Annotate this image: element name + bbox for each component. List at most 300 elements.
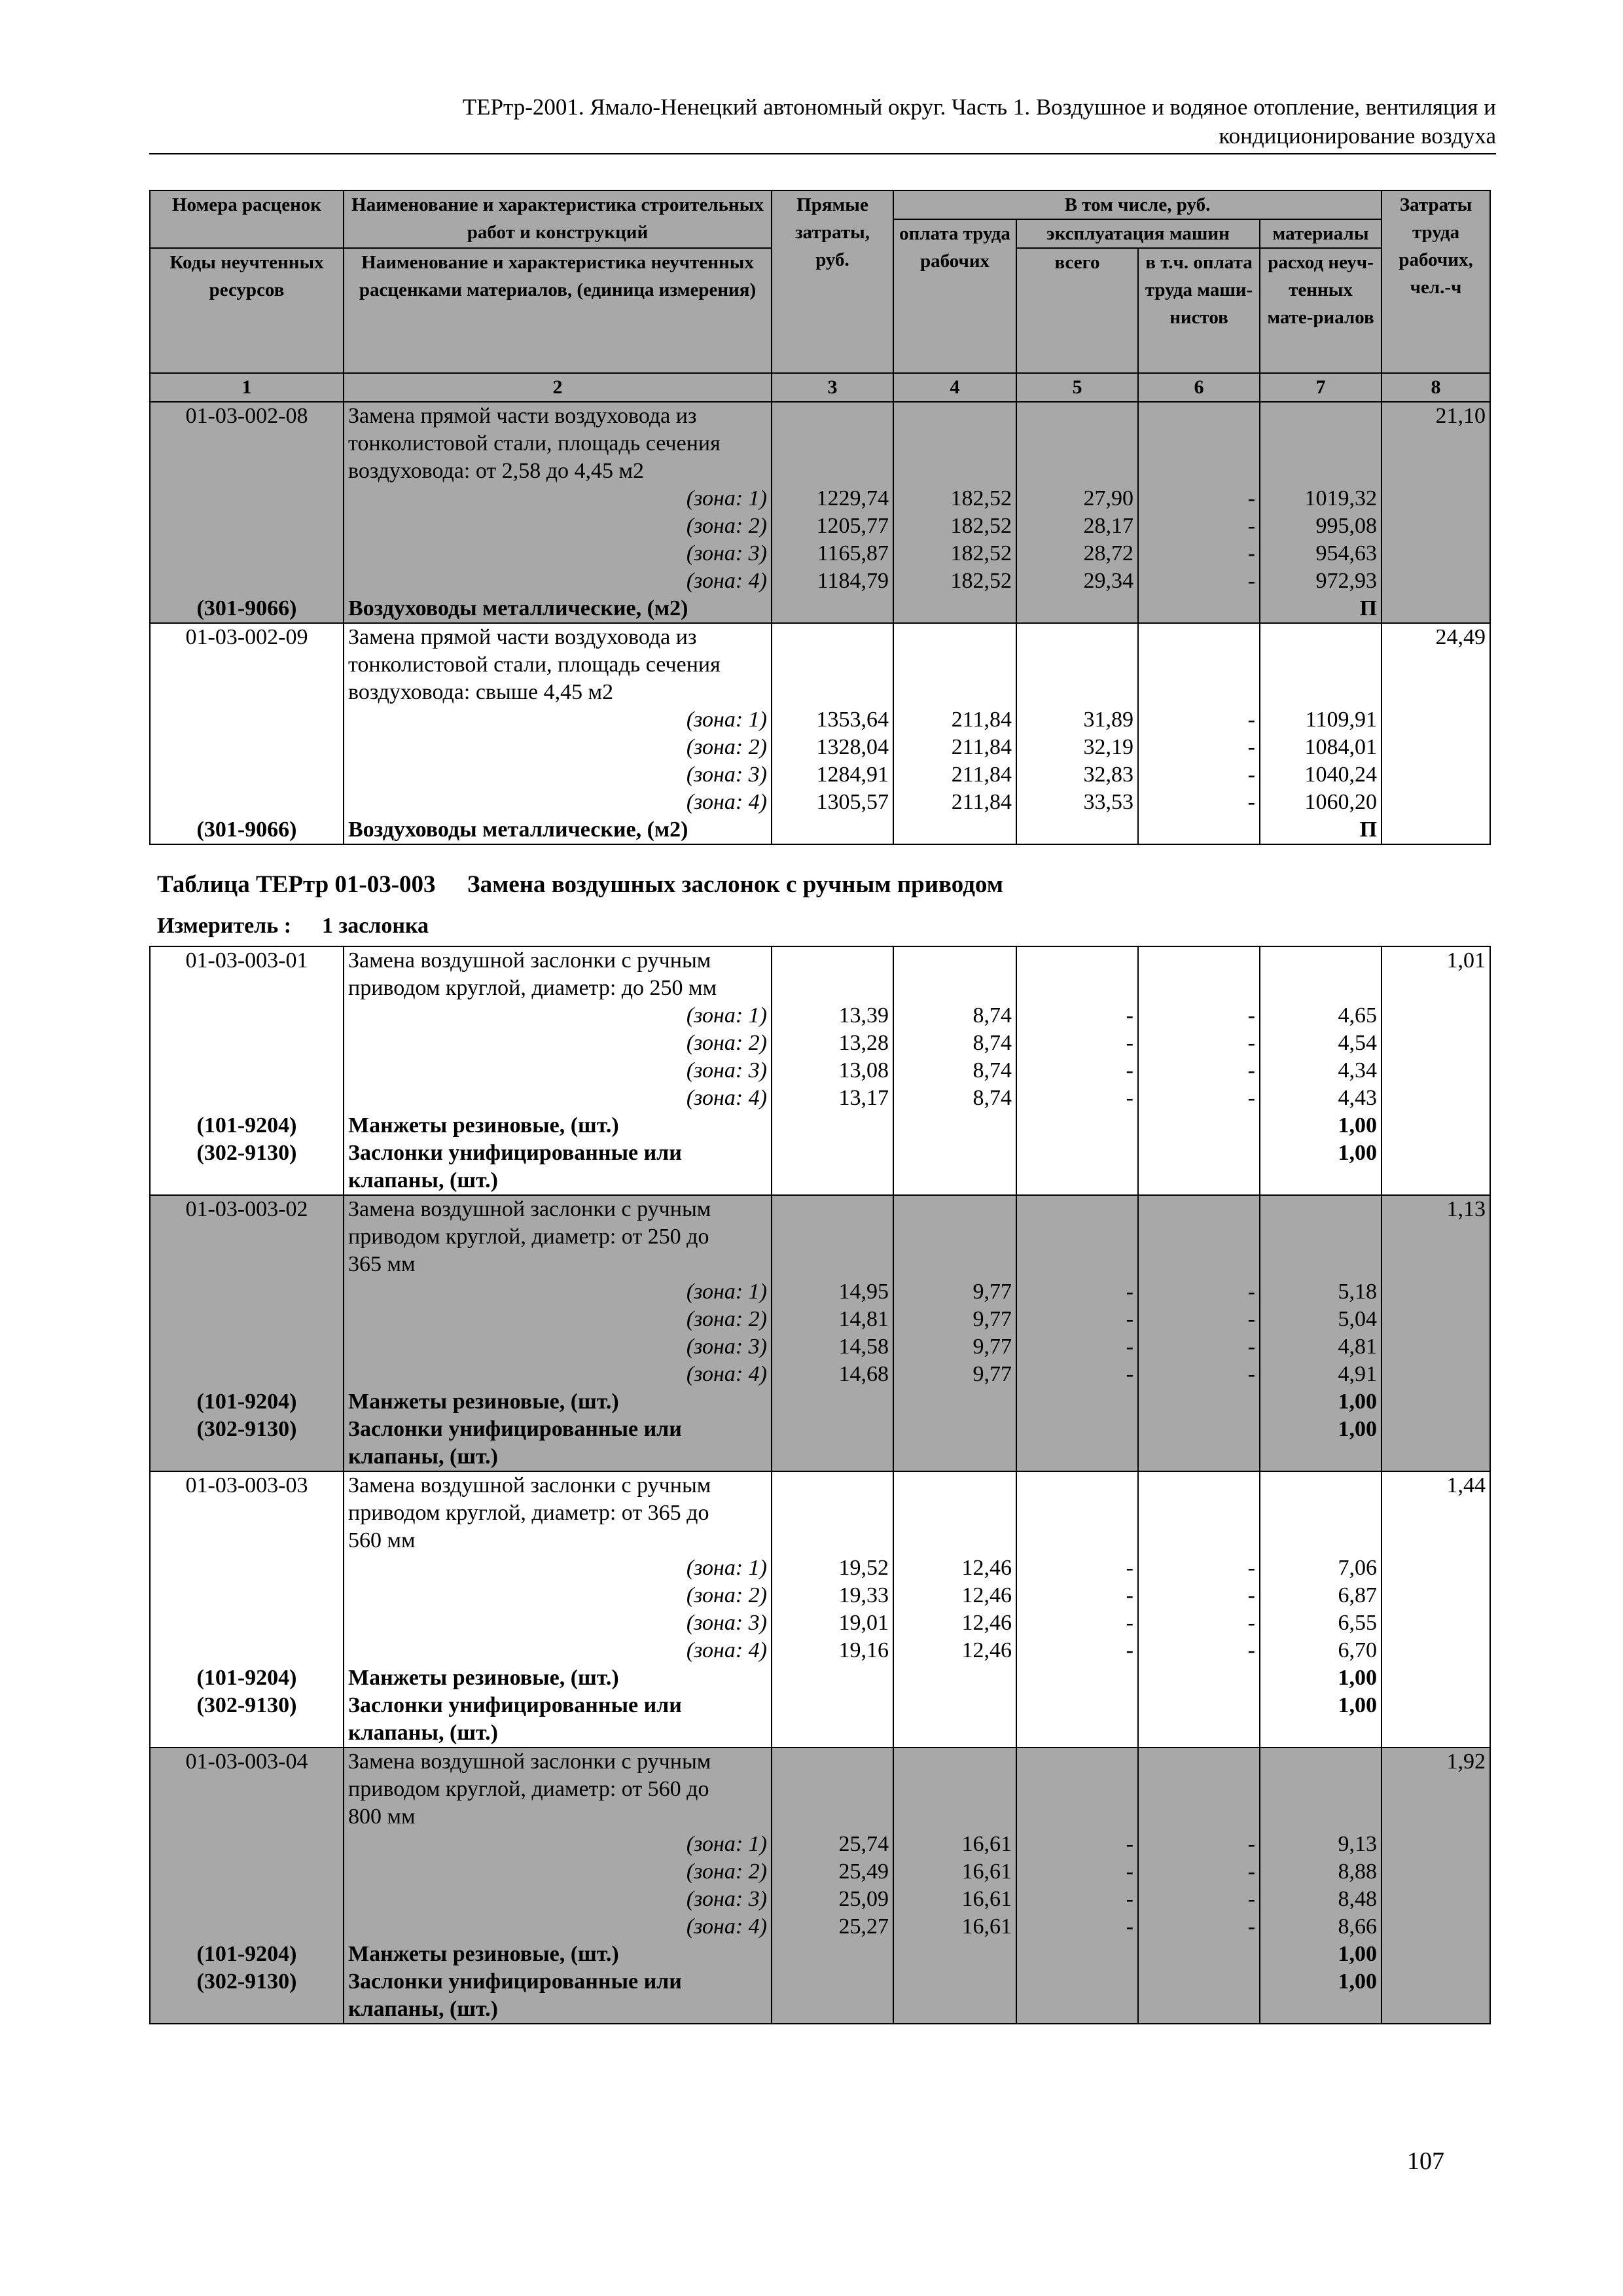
zone-value: 211,84 bbox=[951, 762, 1012, 787]
zone-value: 6,87 bbox=[1338, 1583, 1377, 1607]
zone-value: 1165,87 bbox=[817, 541, 889, 565]
zone-value: - bbox=[1247, 1003, 1255, 1028]
value-cell-col6 bbox=[1138, 946, 1260, 1195]
spacer bbox=[1021, 1223, 1133, 1251]
rate-name-line: приводом круглой, диаметр: от 250 до bbox=[348, 1225, 709, 1249]
spacer bbox=[776, 1196, 889, 1223]
resource-code: (301-9066) bbox=[196, 817, 297, 842]
zone-label: (зона: 2) bbox=[686, 1859, 767, 1884]
header-resource-names: Наименование и характеристика неучтенных расценками материалов, (единица измерения) bbox=[344, 248, 772, 373]
column-number-row bbox=[150, 373, 1490, 402]
zone-value: 8,74 bbox=[972, 1058, 1012, 1083]
spacer bbox=[776, 430, 889, 457]
spacer bbox=[898, 1472, 1012, 1499]
rate-code-cell bbox=[150, 402, 344, 623]
zone-value: - bbox=[1126, 1362, 1133, 1386]
value-cell-col3 bbox=[772, 402, 893, 623]
rate-name-line: тонколистовой стали, площадь сечения bbox=[348, 431, 721, 456]
spacer bbox=[1143, 1803, 1255, 1831]
spacer bbox=[1264, 1527, 1377, 1554]
resource-name: Манжеты резиновые, (шт.) bbox=[348, 1666, 619, 1690]
zone-value: 4,54 bbox=[1338, 1031, 1377, 1055]
rate-name-cell bbox=[344, 1748, 772, 2024]
zone-label: (зона: 3) bbox=[686, 762, 767, 787]
rate-code: 01-03-003-04 bbox=[185, 1749, 308, 1774]
zone-value: - bbox=[1126, 1280, 1133, 1304]
header-unaccounted-materials: расход неуч-тенных мате-риалов bbox=[1260, 248, 1382, 373]
column-number: 4 bbox=[893, 373, 1016, 402]
rate-row bbox=[150, 623, 1490, 844]
column-number: 1 bbox=[150, 373, 344, 402]
resource-code: (302-9130) bbox=[196, 1417, 297, 1441]
spacer bbox=[898, 947, 1012, 975]
zone-value: - bbox=[1247, 1859, 1255, 1884]
rate-code-cell bbox=[150, 946, 344, 1195]
zone-value: 8,66 bbox=[1338, 1914, 1377, 1939]
zone-value: 1040,24 bbox=[1304, 762, 1378, 787]
spacer bbox=[154, 457, 339, 485]
resource-name: клапаны, (шт.) bbox=[348, 1721, 498, 1745]
value-cell-col5 bbox=[1016, 402, 1138, 623]
column-number: 6 bbox=[1138, 373, 1260, 402]
spacer bbox=[154, 1251, 339, 1278]
header-labor-hours: Затраты труда рабочих, чел.-ч bbox=[1382, 190, 1490, 373]
spacer bbox=[154, 1361, 339, 1388]
zone-value: - bbox=[1126, 1914, 1133, 1939]
spacer bbox=[776, 1472, 889, 1499]
value-cell-col3 bbox=[772, 623, 893, 844]
zone-value: 25,49 bbox=[838, 1859, 889, 1884]
spacer bbox=[154, 1002, 339, 1030]
header-machines-total: всего bbox=[1016, 248, 1138, 373]
spacer bbox=[1021, 975, 1133, 1002]
resource-code: (301-9066) bbox=[196, 596, 297, 620]
rate-code: 01-03-003-02 bbox=[185, 1197, 308, 1221]
zone-value: 14,68 bbox=[838, 1362, 889, 1386]
spacer bbox=[1021, 1803, 1133, 1831]
spacer bbox=[898, 1803, 1012, 1831]
labor-hours: 21,10 bbox=[1435, 404, 1486, 428]
rate-code-cell bbox=[150, 623, 344, 844]
spacer bbox=[1143, 651, 1255, 679]
header-including: В том числе, руб. bbox=[893, 190, 1382, 219]
zone-label: (зона: 3) bbox=[686, 541, 767, 565]
spacer bbox=[1143, 1472, 1255, 1499]
zone-label: (зона: 1) bbox=[686, 1003, 767, 1028]
zone-label: (зона: 1) bbox=[686, 1280, 767, 1304]
column-number: 2 bbox=[344, 373, 772, 402]
resource-qty: 1,00 bbox=[1338, 1942, 1377, 1966]
rate-code-cell bbox=[150, 1471, 344, 1748]
labor-hours-cell bbox=[1382, 623, 1490, 844]
value-cell-col6 bbox=[1138, 402, 1260, 623]
resource-qty: 1,00 bbox=[1338, 1693, 1377, 1717]
zone-value: 13,28 bbox=[838, 1031, 889, 1055]
value-cell-col4 bbox=[893, 1471, 1016, 1748]
zone-value: 182,52 bbox=[950, 514, 1012, 538]
spacer bbox=[1264, 1499, 1377, 1527]
spacer bbox=[1021, 624, 1133, 651]
column-number: 7 bbox=[1260, 373, 1382, 402]
rate-row bbox=[150, 402, 1490, 623]
zone-value: 211,84 bbox=[951, 790, 1012, 814]
spacer bbox=[1264, 1719, 1377, 1747]
zone-label: (зона: 2) bbox=[686, 514, 767, 538]
meter-line bbox=[157, 914, 429, 939]
zone-value: 9,13 bbox=[1338, 1832, 1377, 1856]
zone-value: - bbox=[1126, 1583, 1133, 1607]
spacer bbox=[154, 706, 339, 734]
zone-value: 182,52 bbox=[950, 541, 1012, 565]
spacer bbox=[776, 975, 889, 1002]
spacer bbox=[898, 651, 1012, 679]
spacer bbox=[1143, 1527, 1255, 1554]
zone-value: - bbox=[1247, 514, 1255, 538]
value-cell-col7 bbox=[1260, 1748, 1382, 2024]
spacer bbox=[776, 651, 889, 679]
header-machinist-pay: в т.ч. оплата труда маши-нистов bbox=[1138, 248, 1260, 373]
zone-value: - bbox=[1247, 1638, 1255, 1662]
spacer bbox=[1264, 430, 1377, 457]
spacer bbox=[776, 403, 889, 430]
zone-value: 25,74 bbox=[838, 1832, 889, 1856]
zone-value: 16,61 bbox=[961, 1832, 1012, 1856]
zone-value: - bbox=[1126, 1611, 1133, 1635]
zone-value: - bbox=[1126, 1638, 1133, 1662]
spacer bbox=[776, 1803, 889, 1831]
spacer bbox=[154, 1057, 339, 1085]
rates-table-dampers bbox=[149, 946, 1491, 2024]
header-work-name: Наименование и характеристика строительных работ и конструкций bbox=[344, 190, 772, 248]
spacer bbox=[898, 430, 1012, 457]
zone-value: 1328,04 bbox=[816, 735, 889, 759]
spacer bbox=[1021, 403, 1133, 430]
resource-code: (101-9204) bbox=[196, 1390, 297, 1414]
spacer bbox=[154, 1333, 339, 1361]
resource-code: (101-9204) bbox=[196, 1942, 297, 1966]
header-direct-costs: Прямые затраты, руб. bbox=[772, 190, 893, 373]
zone-value: 16,61 bbox=[961, 1887, 1012, 1911]
rate-name-cell bbox=[344, 1195, 772, 1471]
spacer bbox=[1143, 457, 1255, 485]
rate-name-line: воздуховода: от 2,58 до 4,45 м2 bbox=[348, 459, 645, 483]
zone-value: 14,95 bbox=[838, 1280, 889, 1304]
zone-value: 25,09 bbox=[838, 1887, 889, 1911]
spacer bbox=[154, 651, 339, 679]
zone-label: (зона: 4) bbox=[686, 790, 767, 814]
table-title-code: Таблица ТЕРтр 01-03-003 bbox=[157, 871, 436, 898]
resource-name: Воздуховоды металлические, (м2) bbox=[348, 596, 688, 620]
value-cell-col4 bbox=[893, 1195, 1016, 1471]
spacer bbox=[898, 1776, 1012, 1803]
value-cell-col7 bbox=[1260, 1471, 1382, 1748]
zone-value: - bbox=[1247, 1280, 1255, 1304]
header-labor-pay: оплата труда рабочих bbox=[893, 219, 1016, 373]
rate-name-line: 560 мм bbox=[348, 1528, 416, 1552]
header-line-1: ТЕРтр-2001. Ямало-Ненецкий автономный округ. Часть 1. Воздушное и водяное отопление, вентиляция и bbox=[462, 94, 1496, 120]
meter-value: 1 заслонка bbox=[322, 914, 429, 938]
zone-value: - bbox=[1126, 1307, 1133, 1331]
resource-name: Заслонки унифицированные или bbox=[348, 1693, 682, 1717]
zone-value: 28,17 bbox=[1083, 514, 1133, 538]
labor-hours-cell bbox=[1382, 1471, 1490, 1748]
spacer bbox=[898, 1251, 1012, 1278]
spacer bbox=[1264, 651, 1377, 679]
zone-value: 8,74 bbox=[972, 1003, 1012, 1028]
spacer bbox=[154, 485, 339, 512]
spacer bbox=[154, 1527, 339, 1554]
spacer bbox=[1021, 1499, 1133, 1527]
spacer bbox=[1143, 1776, 1255, 1803]
zone-value: 19,01 bbox=[838, 1611, 889, 1635]
rate-name-line: приводом круглой, диаметр: от 365 до bbox=[348, 1501, 709, 1525]
header-rate-numbers: Номера расценок bbox=[150, 190, 344, 248]
zone-value: 25,27 bbox=[838, 1914, 889, 1939]
rate-name-line: тонколистовой стали, площадь сечения bbox=[348, 653, 721, 677]
zone-value: 972,93 bbox=[1315, 569, 1378, 593]
spacer bbox=[154, 1996, 339, 2023]
column-number: 5 bbox=[1016, 373, 1138, 402]
resource-code: (302-9130) bbox=[196, 1969, 297, 1994]
value-cell-col5 bbox=[1016, 1748, 1138, 2024]
rate-row bbox=[150, 1195, 1490, 1471]
spacer bbox=[154, 1499, 339, 1527]
spacer bbox=[776, 1776, 889, 1803]
spacer bbox=[776, 624, 889, 651]
zone-value: 8,48 bbox=[1338, 1887, 1377, 1911]
zone-label: (зона: 2) bbox=[686, 1583, 767, 1607]
rate-row bbox=[150, 1748, 1490, 2024]
value-cell-col7 bbox=[1260, 402, 1382, 623]
spacer bbox=[898, 457, 1012, 485]
labor-hours: 1,13 bbox=[1446, 1197, 1486, 1221]
zone-value: 6,55 bbox=[1338, 1611, 1377, 1635]
value-cell-col3 bbox=[772, 946, 893, 1195]
zone-value: - bbox=[1247, 762, 1255, 787]
resource-name: Заслонки унифицированные или bbox=[348, 1969, 682, 1994]
zone-value: 182,52 bbox=[950, 569, 1012, 593]
zone-value: 19,52 bbox=[838, 1556, 889, 1580]
zone-value: 5,18 bbox=[1338, 1280, 1377, 1304]
resource-name: Воздуховоды металлические, (м2) bbox=[348, 817, 688, 842]
column-number: 8 bbox=[1382, 373, 1490, 402]
rate-name-line: Замена воздушной заслонки с ручным bbox=[348, 948, 711, 973]
zone-label: (зона: 2) bbox=[686, 735, 767, 759]
resource-name: Манжеты резиновые, (шт.) bbox=[348, 1942, 619, 1966]
value-cell-col4 bbox=[893, 946, 1016, 1195]
zone-value: 1353,64 bbox=[816, 708, 889, 732]
zone-value: 9,77 bbox=[972, 1280, 1012, 1304]
resource-name: Манжеты резиновые, (шт.) bbox=[348, 1390, 619, 1414]
spacer bbox=[1021, 651, 1133, 679]
spacer bbox=[154, 1085, 339, 1112]
zone-value: 1060,20 bbox=[1304, 790, 1378, 814]
zone-value: 12,46 bbox=[961, 1638, 1012, 1662]
spacer bbox=[1264, 1223, 1377, 1251]
zone-value: - bbox=[1126, 1335, 1133, 1359]
spacer bbox=[1264, 1251, 1377, 1278]
spacer bbox=[1021, 1748, 1133, 1776]
zone-value: - bbox=[1247, 1611, 1255, 1635]
zone-value: 33,53 bbox=[1083, 790, 1133, 814]
value-cell-col5 bbox=[1016, 623, 1138, 844]
labor-hours-cell bbox=[1382, 946, 1490, 1195]
zone-value: 29,34 bbox=[1083, 569, 1133, 593]
rate-name-line: приводом круглой, диаметр: до 250 мм bbox=[348, 976, 717, 1000]
zone-label: (зона: 1) bbox=[686, 708, 767, 732]
zone-value: 6,70 bbox=[1338, 1638, 1377, 1662]
labor-hours: 1,44 bbox=[1446, 1473, 1486, 1498]
zone-value: - bbox=[1247, 1583, 1255, 1607]
zone-value: - bbox=[1247, 1335, 1255, 1359]
resource-name: Манжеты резиновые, (шт.) bbox=[348, 1113, 619, 1138]
rate-row bbox=[150, 946, 1490, 1195]
spacer bbox=[154, 1167, 339, 1194]
spacer bbox=[1021, 1251, 1133, 1278]
zone-value: - bbox=[1247, 1058, 1255, 1083]
spacer bbox=[1021, 679, 1133, 706]
resource-code: (101-9204) bbox=[196, 1666, 297, 1690]
value-cell-col3 bbox=[772, 1748, 893, 2024]
zone-label: (зона: 3) bbox=[686, 1611, 767, 1635]
spacer bbox=[1143, 624, 1255, 651]
spacer bbox=[898, 1223, 1012, 1251]
column-number: 3 bbox=[772, 373, 893, 402]
labor-hours-cell bbox=[1382, 1195, 1490, 1471]
spacer bbox=[154, 1030, 339, 1057]
zone-value: 7,06 bbox=[1338, 1556, 1377, 1580]
zone-value: - bbox=[1126, 1832, 1133, 1856]
zone-value: 211,84 bbox=[951, 708, 1012, 732]
zone-value: - bbox=[1247, 569, 1255, 593]
spacer bbox=[776, 1251, 889, 1278]
zone-value: - bbox=[1247, 1887, 1255, 1911]
spacer bbox=[154, 1609, 339, 1637]
spacer bbox=[1143, 975, 1255, 1002]
spacer bbox=[898, 975, 1012, 1002]
spacer bbox=[1021, 457, 1133, 485]
zone-value: 9,77 bbox=[972, 1307, 1012, 1331]
rate-code: 01-03-002-09 bbox=[185, 625, 308, 649]
zone-label: (зона: 1) bbox=[686, 486, 767, 511]
rate-name-cell bbox=[344, 946, 772, 1195]
page-header bbox=[149, 93, 1496, 154]
spacer bbox=[1264, 1443, 1377, 1471]
value-cell-col7 bbox=[1260, 946, 1382, 1195]
zone-value: 8,74 bbox=[972, 1086, 1012, 1110]
spacer bbox=[1264, 975, 1377, 1002]
resource-code: (101-9204) bbox=[196, 1113, 297, 1138]
spacer bbox=[1021, 1527, 1133, 1554]
spacer bbox=[776, 947, 889, 975]
spacer bbox=[154, 1582, 339, 1609]
zone-value: 211,84 bbox=[951, 735, 1012, 759]
value-cell-col6 bbox=[1138, 1195, 1260, 1471]
spacer bbox=[1143, 947, 1255, 975]
rate-name-cell bbox=[344, 623, 772, 844]
rate-code-cell bbox=[150, 1748, 344, 2024]
resource-code: (302-9130) bbox=[196, 1141, 297, 1165]
header-materials: материалы bbox=[1260, 219, 1382, 248]
spacer bbox=[776, 1499, 889, 1527]
zone-value: - bbox=[1247, 1556, 1255, 1580]
spacer bbox=[776, 1527, 889, 1554]
zone-value: 5,04 bbox=[1338, 1307, 1377, 1331]
zone-value: 1184,79 bbox=[817, 569, 889, 593]
zone-label: (зона: 4) bbox=[686, 1086, 767, 1110]
value-cell-col3 bbox=[772, 1195, 893, 1471]
spacer bbox=[776, 1748, 889, 1776]
zone-label: (зона: 4) bbox=[686, 1914, 767, 1939]
resource-name: Заслонки унифицированные или bbox=[348, 1141, 682, 1165]
spacer bbox=[776, 679, 889, 706]
spacer bbox=[154, 512, 339, 540]
spacer bbox=[154, 734, 339, 761]
spacer bbox=[898, 624, 1012, 651]
spacer bbox=[898, 1527, 1012, 1554]
spacer bbox=[1143, 430, 1255, 457]
resource-qty: П bbox=[1359, 817, 1378, 842]
page-number: 107 bbox=[1407, 2147, 1444, 2175]
rate-name-cell bbox=[344, 402, 772, 623]
spacer bbox=[154, 679, 339, 706]
zone-label: (зона: 1) bbox=[686, 1556, 767, 1580]
zone-value: 1084,01 bbox=[1304, 735, 1378, 759]
zone-value: 13,39 bbox=[838, 1003, 889, 1028]
zone-value: - bbox=[1126, 1859, 1133, 1884]
resource-name: Заслонки унифицированные или bbox=[348, 1417, 682, 1441]
zone-value: 32,83 bbox=[1083, 762, 1133, 787]
resource-name: клапаны, (шт.) bbox=[348, 1997, 498, 2021]
zone-label: (зона: 1) bbox=[686, 1832, 767, 1856]
rate-name-line: 800 мм bbox=[348, 1804, 416, 1829]
zone-value: 182,52 bbox=[950, 486, 1012, 511]
spacer bbox=[776, 457, 889, 485]
rate-name-line: 365 мм bbox=[348, 1252, 416, 1276]
zone-value: 4,91 bbox=[1338, 1362, 1377, 1386]
spacer bbox=[1264, 624, 1377, 651]
zone-value: 12,46 bbox=[961, 1583, 1012, 1607]
spacer bbox=[154, 789, 339, 816]
zone-value: - bbox=[1126, 1031, 1133, 1055]
spacer bbox=[1021, 1776, 1133, 1803]
zone-label: (зона: 2) bbox=[686, 1031, 767, 1055]
zone-value: 12,46 bbox=[961, 1556, 1012, 1580]
zone-label: (зона: 4) bbox=[686, 569, 767, 593]
labor-hours: 1,92 bbox=[1446, 1749, 1486, 1774]
zone-value: 8,88 bbox=[1338, 1859, 1377, 1884]
value-cell-col5 bbox=[1016, 1195, 1138, 1471]
zone-value: 13,08 bbox=[838, 1058, 889, 1083]
spacer bbox=[898, 403, 1012, 430]
spacer bbox=[154, 1719, 339, 1747]
header-machines: эксплуатация машин bbox=[1016, 219, 1260, 248]
zone-value: 28,72 bbox=[1083, 541, 1133, 565]
meter-label: Измеритель : bbox=[157, 914, 292, 938]
zone-value: - bbox=[1247, 486, 1255, 511]
zone-value: - bbox=[1247, 735, 1255, 759]
spacer bbox=[1264, 1776, 1377, 1803]
zone-value: 14,58 bbox=[838, 1335, 889, 1359]
rate-name-line: воздуховода: свыше 4,45 м2 bbox=[348, 680, 614, 704]
rate-row bbox=[150, 1471, 1490, 1748]
value-cell-col6 bbox=[1138, 623, 1260, 844]
rate-code-cell bbox=[150, 1195, 344, 1471]
spacer bbox=[898, 1196, 1012, 1223]
resource-qty: 1,00 bbox=[1338, 1113, 1377, 1138]
resource-qty: 1,00 bbox=[1338, 1969, 1377, 1994]
resource-qty: 1,00 bbox=[1338, 1417, 1377, 1441]
